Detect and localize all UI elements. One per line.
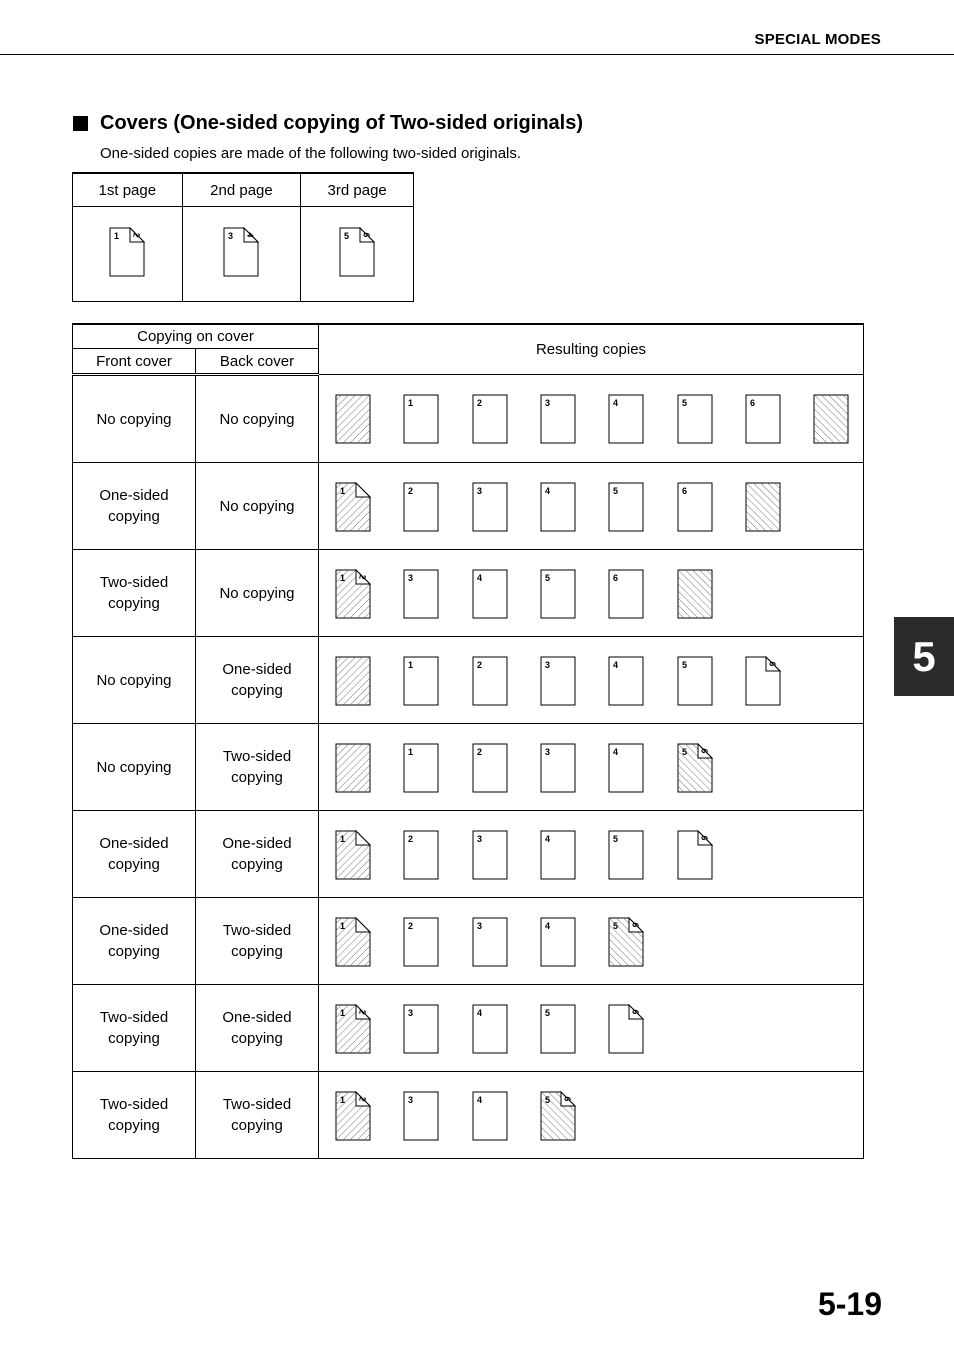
sheet-page-number: 2: [408, 921, 414, 931]
sheet-back-number: 6: [630, 921, 642, 929]
page-icon: [677, 394, 713, 444]
page-icon: [745, 656, 781, 706]
page-icon: [608, 482, 644, 532]
sheet-page-number: 4: [544, 486, 550, 496]
sheet-page-number: 6: [613, 573, 619, 583]
sheet-page-number: 5: [681, 747, 687, 757]
back-cover-sheet-icon: [677, 743, 713, 793]
sheet-page-number: 3: [228, 231, 234, 241]
page-icon: [608, 394, 644, 444]
back-cover-cell: Two-sided copying: [196, 898, 319, 985]
front-cover-sheet-icon: [335, 743, 371, 793]
page-icon: [403, 1091, 439, 1141]
sheet-back-number: 6: [630, 1008, 642, 1016]
header-rule: [0, 54, 954, 55]
sheet-page-number: 3: [544, 747, 550, 757]
back-cover-sheet-icon: [745, 482, 781, 532]
page-number: 5-19: [817, 1286, 882, 1322]
page-icon: [540, 569, 576, 619]
sheet-page-number: 1: [340, 834, 346, 844]
sheet-page-number: 2: [476, 660, 482, 670]
table-row: [73, 985, 864, 1072]
front-cover-cell: Two-sided copying: [73, 550, 196, 637]
sheet-page-number: 1: [408, 660, 414, 670]
front-cover-sheet-icon: [335, 482, 371, 532]
front-cover-cell: No copying: [73, 637, 196, 724]
page-icon: [472, 1091, 508, 1141]
sheet-page-number: 5: [544, 573, 550, 583]
sheet-page-number: 4: [544, 921, 550, 931]
intro-text: One-sided copies are made of the following two-sided originals.: [100, 145, 522, 162]
page-icon: [745, 394, 781, 444]
resulting-copies-cell: [319, 463, 864, 550]
original-page-cell: [301, 207, 414, 302]
sheet-page-number: 5: [613, 921, 619, 931]
page-icon: [403, 917, 439, 967]
sheet-back-number: 6: [361, 231, 373, 239]
page-icon: [608, 743, 644, 793]
sheet-hatch: [336, 657, 370, 705]
resulting-copies-cell: [319, 985, 864, 1072]
page-icon: [472, 743, 508, 793]
original-page-cell: [73, 207, 183, 302]
page-icon: [403, 482, 439, 532]
front-cover-header: Front cover: [73, 349, 196, 375]
page-icon: [472, 917, 508, 967]
resulting-copies-header: Resulting copies: [319, 324, 864, 375]
section-title-text: Covers (One-sided copying of Two-sided originals): [100, 112, 584, 134]
resulting-copies-cell: [319, 724, 864, 811]
sheet-page-number: 2: [408, 834, 414, 844]
sheet-page-number: 1: [340, 573, 346, 583]
page-icon: [540, 743, 576, 793]
sheet-page-number: 5: [681, 660, 687, 670]
resulting-copies-cell: [319, 550, 864, 637]
sheet-page-number: 4: [544, 834, 550, 844]
table-row: [73, 637, 864, 724]
page-icon: [540, 917, 576, 967]
page-icon: [540, 830, 576, 880]
resulting-copies-cell: [319, 898, 864, 985]
section-title: [73, 112, 583, 135]
sheet-page-number: 2: [408, 486, 414, 496]
sheet-back-number: 6: [698, 747, 710, 755]
sheet-page-number: 5: [544, 1095, 550, 1105]
page-icon: [472, 1004, 508, 1054]
front-cover-sheet-icon: [335, 917, 371, 967]
sheet-page-number: 5: [544, 1008, 550, 1018]
front-cover-cell: One-sided copying: [73, 463, 196, 550]
back-cover-cell: No copying: [196, 375, 319, 463]
front-cover-cell: Two-sided copying: [73, 985, 196, 1072]
table-row: [73, 724, 864, 811]
sheet-page-number: 5: [613, 486, 619, 496]
back-cover-header: Back cover: [196, 349, 319, 375]
front-cover-sheet-icon: [335, 394, 371, 444]
sheet-page-number: 1: [340, 486, 346, 496]
back-cover-sheet-icon: [677, 569, 713, 619]
two-sided-page-icon: [109, 227, 145, 277]
page-icon: [472, 830, 508, 880]
table-row: [73, 463, 864, 550]
page-icon: [472, 394, 508, 444]
page-icon: [472, 569, 508, 619]
page-icon: [403, 1004, 439, 1054]
sheet-page-number: 3: [544, 398, 550, 408]
sheet-page-number: 3: [476, 486, 482, 496]
front-cover-cell: One-sided copying: [73, 811, 196, 898]
page-icon: [403, 743, 439, 793]
page-icon: [540, 394, 576, 444]
table-row: [73, 898, 864, 985]
sheet-page-number: 3: [408, 1095, 414, 1105]
sheet-hatch: [336, 395, 370, 443]
resulting-copies-cell: [319, 637, 864, 724]
sheet-page-number: 5: [681, 398, 687, 408]
sheet-back-number: 2: [357, 573, 368, 581]
originals-header-2: 2nd page: [182, 173, 301, 207]
table-row: [73, 375, 864, 463]
sheet-back-number: 6: [766, 660, 778, 668]
sheet-page-number: 3: [544, 660, 550, 670]
sheet-hatch: [678, 570, 712, 618]
sheet-back-number: 6: [562, 1095, 573, 1103]
page-icon: [608, 830, 644, 880]
sheet-page-number: 3: [408, 573, 414, 583]
front-cover-cell: No copying: [73, 724, 196, 811]
back-cover-cell: Two-sided copying: [196, 1072, 319, 1159]
sheet-hatch: [814, 395, 848, 443]
sheet-page-number: 1: [340, 1008, 346, 1018]
chapter-tab: 5: [894, 617, 954, 696]
sheet-page-number: 3: [476, 921, 482, 931]
back-cover-cell: Two-sided copying: [196, 724, 319, 811]
back-cover-cell: One-sided copying: [196, 637, 319, 724]
sheet-page-number: 1: [340, 921, 346, 931]
page-icon: [608, 569, 644, 619]
sheet-page-number: 4: [613, 398, 619, 408]
sheet-fold: [356, 918, 370, 932]
back-cover-cell: No copying: [196, 463, 319, 550]
page-icon: [540, 482, 576, 532]
back-cover-sheet-icon: [608, 917, 644, 967]
page-icon: [608, 656, 644, 706]
page-icon: [403, 394, 439, 444]
sheet-page-number: 4: [613, 747, 619, 757]
front-cover-cell: No copying: [73, 375, 196, 463]
sheet-page-number: 5: [344, 231, 350, 241]
page-icon: [472, 656, 508, 706]
sheet-back-number: 4: [245, 231, 257, 239]
running-header: SPECIAL MODES: [754, 31, 881, 48]
sheet-page-number: 3: [476, 834, 482, 844]
originals-header-3: 3rd page: [301, 173, 414, 207]
sheet-page-number: 6: [681, 486, 687, 496]
front-cover-sheet-icon: [335, 1004, 371, 1054]
sheet-page-number: 4: [476, 1095, 482, 1105]
sheet-page-number: 1: [408, 398, 414, 408]
sheet-fold: [356, 483, 370, 497]
back-cover-cell: One-sided copying: [196, 811, 319, 898]
back-cover-cell: No copying: [196, 550, 319, 637]
sheet-page-number: 5: [613, 834, 619, 844]
front-cover-sheet-icon: [335, 569, 371, 619]
page-icon: [472, 482, 508, 532]
original-page-cell: [182, 207, 301, 302]
sheet-page-number: 1: [340, 1095, 346, 1105]
sheet-page-number: 1: [114, 231, 120, 241]
sheet-page-number: 4: [613, 660, 619, 670]
page-icon: [403, 830, 439, 880]
page-icon: [403, 569, 439, 619]
sheet-page-number: 4: [476, 1008, 482, 1018]
sheet-back-number: 6: [698, 834, 710, 842]
front-cover-cell: One-sided copying: [73, 898, 196, 985]
square-bullet-icon: [73, 116, 88, 131]
sheet-page-number: 2: [476, 747, 482, 757]
sheet-page-number: 1: [408, 747, 414, 757]
sheet-back-number: 2: [131, 231, 143, 239]
two-sided-page-icon: [339, 227, 375, 277]
page-icon: [677, 830, 713, 880]
copying-on-cover-header: Copying on cover: [73, 324, 319, 349]
cover-copies-table: [72, 323, 864, 1159]
sheet-page-number: 6: [749, 398, 755, 408]
two-sided-page-icon: [223, 227, 259, 277]
sheet-back-number: 2: [357, 1095, 368, 1103]
front-cover-sheet-icon: [335, 830, 371, 880]
sheet-page-number: 4: [476, 573, 482, 583]
originals-table: [72, 172, 414, 302]
sheet-page-number: 2: [476, 398, 482, 408]
front-cover-cell: Two-sided copying: [73, 1072, 196, 1159]
sheet-hatch: [336, 744, 370, 792]
back-cover-cell: One-sided copying: [196, 985, 319, 1072]
sheet-back-number: 2: [357, 1008, 368, 1016]
originals-header-1: 1st page: [73, 173, 183, 207]
back-cover-sheet-icon: [813, 394, 849, 444]
back-cover-sheet-icon: [540, 1091, 576, 1141]
table-row: [73, 1072, 864, 1159]
sheet-fold: [356, 831, 370, 845]
front-cover-sheet-icon: [335, 1091, 371, 1141]
resulting-copies-cell: [319, 1072, 864, 1159]
sheet-hatch: [746, 483, 780, 531]
resulting-copies-cell: [319, 811, 864, 898]
page-icon: [403, 656, 439, 706]
page-icon: [540, 656, 576, 706]
resulting-copies-cell: [319, 375, 864, 463]
page-icon: [540, 1004, 576, 1054]
sheet-page-number: 3: [408, 1008, 414, 1018]
table-row: [73, 550, 864, 637]
page-icon: [608, 1004, 644, 1054]
page-icon: [677, 482, 713, 532]
table-row: [73, 811, 864, 898]
front-cover-sheet-icon: [335, 656, 371, 706]
page-icon: [677, 656, 713, 706]
